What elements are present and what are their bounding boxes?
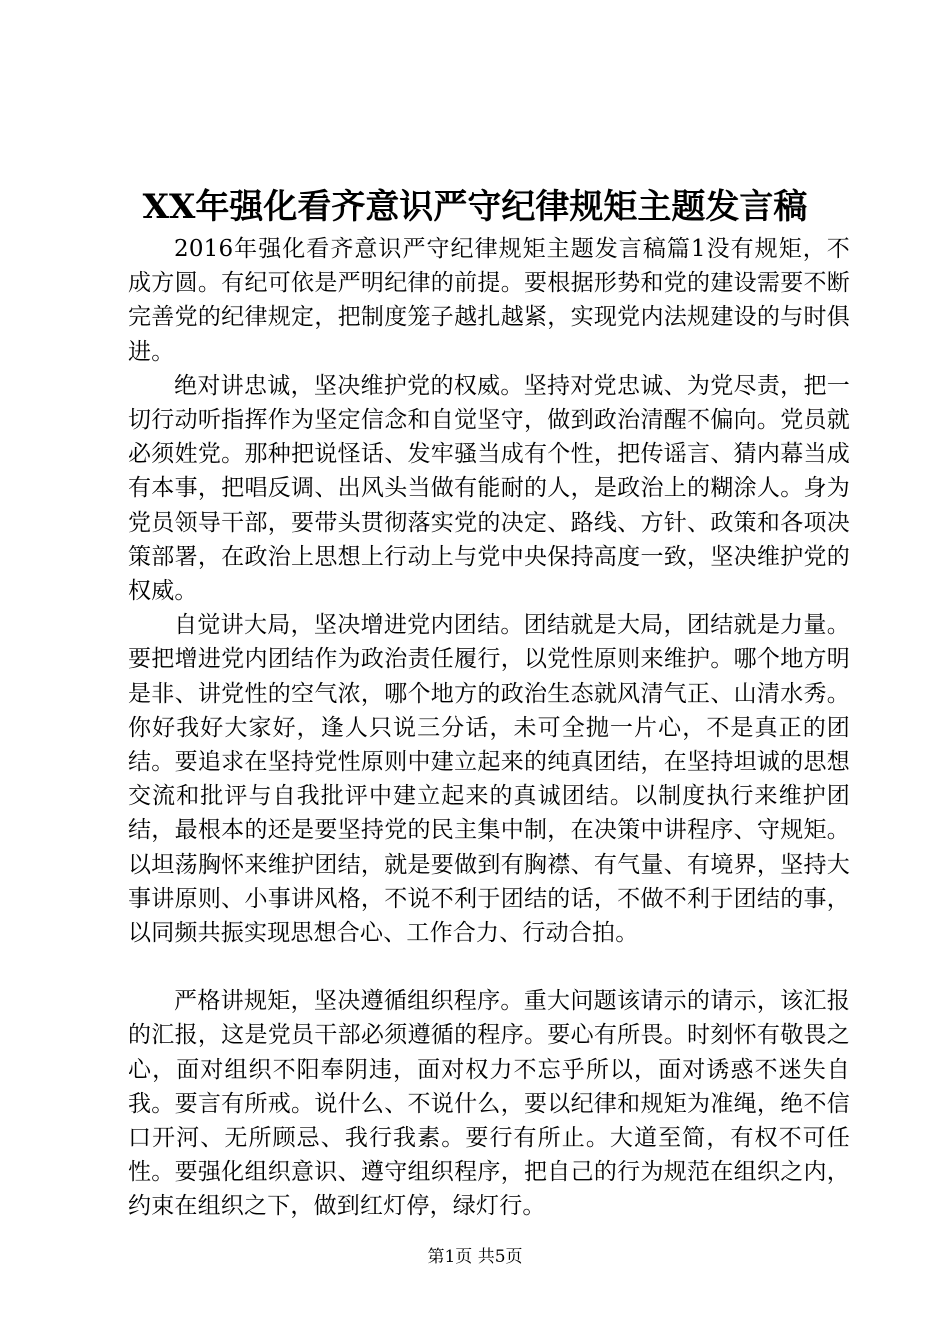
paragraph-1: 2016年强化看齐意识严守纪律规矩主题发言稿篇1没有规矩，不成方圆。有纪可依是严明纪律的前提。要根据形势和党的建设需要不断完善党的纪律规定，把制度笼子越扎越紧，实现党内法规建设的与时俱进。 xyxy=(128,236,850,365)
paragraph-2: 绝对讲忠诚，坚决维护党的权威。坚持对党忠诚、为党尽责，把一切行动听指挥作为坚定信念和自觉坚守，做到政治清醒不偏向。党员就必须姓党。那种把说怪话、发牢骚当成有个性，把传谣言、猜内幕当成有本事，把唱反调、出风头当做有能耐的人，是政治上的糊涂人。身为党员领导干部，要带头贯彻落实党的决定、路线、方针、政策和各项决策部署，在政治上思想上行动上与党中央保持高度一致，坚决维护党的权威。 xyxy=(128,372,850,605)
paragraph-3: 自觉讲大局，坚决增进党内团结。团结就是大局，团结就是力量。要把增进党内团结作为政治责任履行，以党性原则来维护。哪个地方明是非、讲党性的空气浓，哪个地方的政治生态就风清气正、山清水秀。你好我好大家好，逢人只说三分话，未可全抛一片心，不是真正的团结。要追求在坚持党性原则中建立起来的纯真团结，在坚持坦诚的思想交流和批评与自我批评中建立起来的真诚团结。以制度执行来维护团结，最根本的还是要坚持党的民主集中制，在决策中讲程序、守规矩。以坦荡胸怀来维护团结，就是要做到有胸襟、有气量、有境界，坚持大事讲原则、小事讲风格，不说不利于团结的话，不做不利于团结的事，以同频共振实现思想合心、工作合力、行动合拍。 xyxy=(128,612,850,947)
paragraph-spacer xyxy=(128,950,850,984)
paragraph-4: 严格讲规矩，坚决遵循组织程序。重大问题该请示的请示，该汇报的汇报，这是党员干部必须遵循的程序。要心有所畏。时刻怀有敬畏之心，面对组织不阳奉阴违，面对权力不忘乎所以，面对诱惑不迷失自我。要言有所戒。说什么、不说什么，要以纪律和规矩为准绳，绝不信口开河、无所顾忌、我行我素。要行有所止。大道至简，有权不可任性。要强化组织意识、遵守组织程序，把自己的行为规范在组织之内，约束在组织之下，做到红灯停，绿灯行。 xyxy=(128,988,850,1220)
document-body xyxy=(128,232,850,1224)
document-title: XX年强化看齐意识严守纪律规矩主题发言稿 xyxy=(142,187,808,227)
page-footer: 第1页 共5页 xyxy=(427,1247,523,1267)
